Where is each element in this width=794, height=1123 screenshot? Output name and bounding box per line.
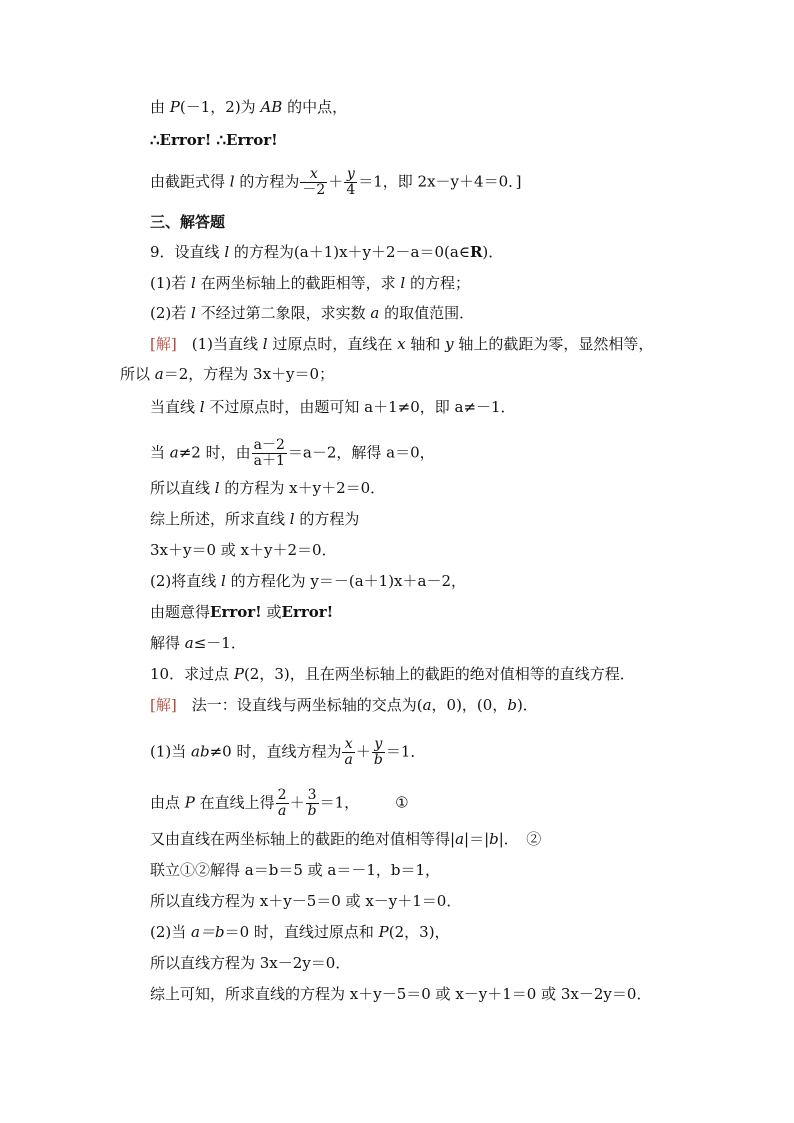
math-var: l (289, 510, 295, 528)
text: |＝| (464, 830, 490, 848)
text: ＝1， (319, 793, 360, 812)
text: 的方程； (405, 274, 470, 292)
numerator: x (300, 167, 327, 183)
math-var: l (221, 572, 226, 590)
text-line (150, 509, 359, 529)
text: 10．求过点 (150, 665, 234, 683)
denominator: 4 (346, 182, 356, 198)
denominator: b (373, 752, 383, 768)
text: 的取值范围． (379, 304, 475, 322)
text-line (150, 860, 440, 880)
text-line (150, 571, 466, 591)
fraction (306, 788, 319, 819)
text-line (150, 540, 337, 560)
text-line (150, 167, 521, 198)
text: 或 (261, 603, 282, 621)
text: 过原点时，直线在 (267, 335, 398, 353)
equation-text: 所以直线方程为 3x－2y＝0． (150, 954, 351, 972)
text-line (150, 438, 435, 469)
text: ，0)，(0， (431, 696, 508, 714)
question-9 (150, 242, 503, 262)
text: 轴上的截距为零，显然相等， (453, 335, 654, 353)
text: 轴和 (405, 335, 446, 353)
text-line (150, 97, 347, 117)
solution-tag: [解] (150, 696, 177, 714)
denominator: a (277, 803, 287, 819)
math-var: b (507, 696, 517, 714)
text: ＝2，方程为 3x＋y＝0； (163, 365, 335, 383)
text: ＋ (355, 742, 371, 761)
text: 当 (150, 443, 170, 462)
text: 由截距式得 (150, 172, 230, 191)
text-line (150, 303, 474, 323)
math-var: a (184, 634, 194, 652)
solution-line (150, 695, 538, 715)
text: 由题意得 (150, 603, 211, 621)
text: 法一：设直线与两坐标轴的交点为( (176, 696, 423, 714)
denominator: －2 (302, 182, 326, 198)
text: 由点 (150, 793, 185, 812)
math-var: P (184, 793, 195, 812)
text-line (150, 130, 278, 150)
text: 9．设直线 (150, 243, 225, 261)
text: (1)当直线 (176, 335, 263, 353)
math-var: a (422, 696, 432, 714)
text-line (150, 633, 246, 653)
text-line (150, 953, 350, 973)
text: ＋ (328, 172, 344, 191)
real-set-symbol: R (469, 243, 483, 261)
text: 不经过第二象限，求实数 (195, 304, 371, 322)
math-var: l (191, 304, 196, 322)
text: )． (482, 243, 504, 261)
text: 由 (150, 98, 170, 116)
text: 的方程为 (294, 510, 360, 528)
text: 又由直线在两坐标轴上的截距的绝对值相等得| (150, 830, 456, 848)
text: ≠2 时，由 (178, 443, 251, 462)
text: ≠0 时，直线方程为 (209, 742, 342, 761)
question-10 (150, 664, 635, 684)
math-var: P (378, 923, 389, 941)
text: (2)当 (150, 923, 192, 941)
math-var: l (191, 274, 196, 292)
text-line (150, 273, 470, 293)
math-var: P (233, 665, 244, 683)
text: 当直线 (150, 398, 200, 416)
text-line (150, 922, 450, 942)
math-var: x (397, 335, 406, 353)
text-line (150, 478, 385, 498)
text: 在两坐标轴上的截距相等，求 (195, 274, 401, 292)
text: 联立①②解得 (150, 861, 245, 879)
numerator: y (372, 737, 385, 753)
math-var: y (445, 335, 454, 353)
text-line (150, 984, 651, 1004)
math-var: a (154, 365, 164, 383)
text: 所以 (120, 365, 155, 383)
math-var: l (199, 398, 205, 416)
text: (1)当 (150, 742, 192, 761)
text: 的方程化为 (225, 572, 311, 590)
math-var: a (370, 304, 380, 322)
math-var: AB (260, 98, 283, 116)
text: 的方程为 (234, 172, 300, 191)
math-var: l (224, 243, 230, 261)
text: 的中点， (282, 98, 348, 116)
solution-tag: [解] (150, 335, 177, 353)
math-var: b (489, 830, 499, 848)
text-line (150, 891, 461, 911)
equation-text: 3x＋y＝0 或 x＋y＋2＝0． (150, 541, 337, 559)
text: 的方程为 x＋y＋2＝0． (219, 479, 386, 497)
text: 不过原点时，由题可知 (204, 398, 365, 416)
text: ＋ (289, 793, 305, 812)
math-var: a＝b (191, 923, 225, 941)
section-heading (150, 212, 225, 232)
math-var: l (262, 335, 268, 353)
text: (1)若 (150, 274, 192, 292)
text: 在直线上得 (194, 793, 275, 812)
text: (2)将直线 (150, 572, 222, 590)
fraction (372, 737, 385, 768)
fraction (276, 788, 289, 819)
fraction (344, 167, 357, 198)
numerator: 3 (306, 788, 319, 804)
text: )． (516, 696, 538, 714)
text: (－1，2)为 (179, 98, 261, 116)
math-var: l (214, 479, 220, 497)
solution-line (150, 334, 653, 354)
error-placeholder: ∴Error! ∴Error! (150, 131, 278, 149)
equation-text: a＝b＝5 或 a＝－1，b＝1， (244, 861, 441, 879)
text-line (150, 788, 409, 819)
fraction (252, 438, 287, 469)
text-line (150, 829, 541, 849)
denominator: a＋1 (253, 453, 285, 469)
math-var: l (229, 172, 235, 191)
numerator: x (342, 737, 354, 753)
text-line (120, 364, 334, 384)
text: 解得 (150, 634, 185, 652)
error-placeholder: Error! (281, 603, 334, 621)
heading-text: 三、解答题 (150, 213, 226, 231)
text: 的方程为(a＋1)x＋y＋2－a＝0(a∈ (229, 243, 470, 261)
text: ＝1，即 2x－y＋4＝0．] (358, 172, 522, 191)
text: 所以直线 (150, 479, 215, 497)
equation-text: y＝－(a＋1)x＋a－2， (310, 572, 467, 590)
text-line (150, 397, 516, 417)
text: a＋1≠0，即 a≠－1． (364, 398, 516, 416)
text: ＝1． (385, 742, 426, 761)
denominator: b (307, 803, 317, 819)
text: |． ② (498, 830, 542, 848)
text: ＝a－2，解得 a＝0， (287, 443, 435, 462)
equation-marker: ① (395, 793, 409, 812)
equation-text: 所以直线方程为 x＋y－5＝0 或 x－y＋1＝0． (150, 892, 462, 910)
text: (2)若 (150, 304, 192, 322)
numerator: a－2 (253, 437, 285, 453)
text-line (150, 602, 333, 622)
math-var: l (400, 274, 406, 292)
text: ＝0 时，直线过原点和 (224, 923, 379, 941)
text: (2，3)， (388, 923, 450, 941)
text: (2，3)，且在两坐标轴上的截距的绝对值相等的直线方程． (243, 665, 635, 683)
numerator: y (344, 167, 357, 183)
numerator: 2 (277, 787, 287, 803)
math-var: P (169, 98, 180, 116)
equation-text: 综上可知，所求直线的方程为 x＋y－5＝0 或 x－y＋1＝0 或 3x－2y＝0． (150, 985, 652, 1003)
text: ≤－1． (193, 634, 246, 652)
text: 综上所述，所求直线 (150, 510, 290, 528)
denominator: a (344, 752, 353, 768)
math-var: a (169, 443, 179, 462)
fraction (342, 737, 354, 768)
text-line (150, 737, 425, 768)
math-var: ab (191, 742, 210, 761)
error-placeholder: Error! (210, 603, 262, 621)
math-var: a (455, 830, 465, 848)
fraction (300, 167, 327, 198)
